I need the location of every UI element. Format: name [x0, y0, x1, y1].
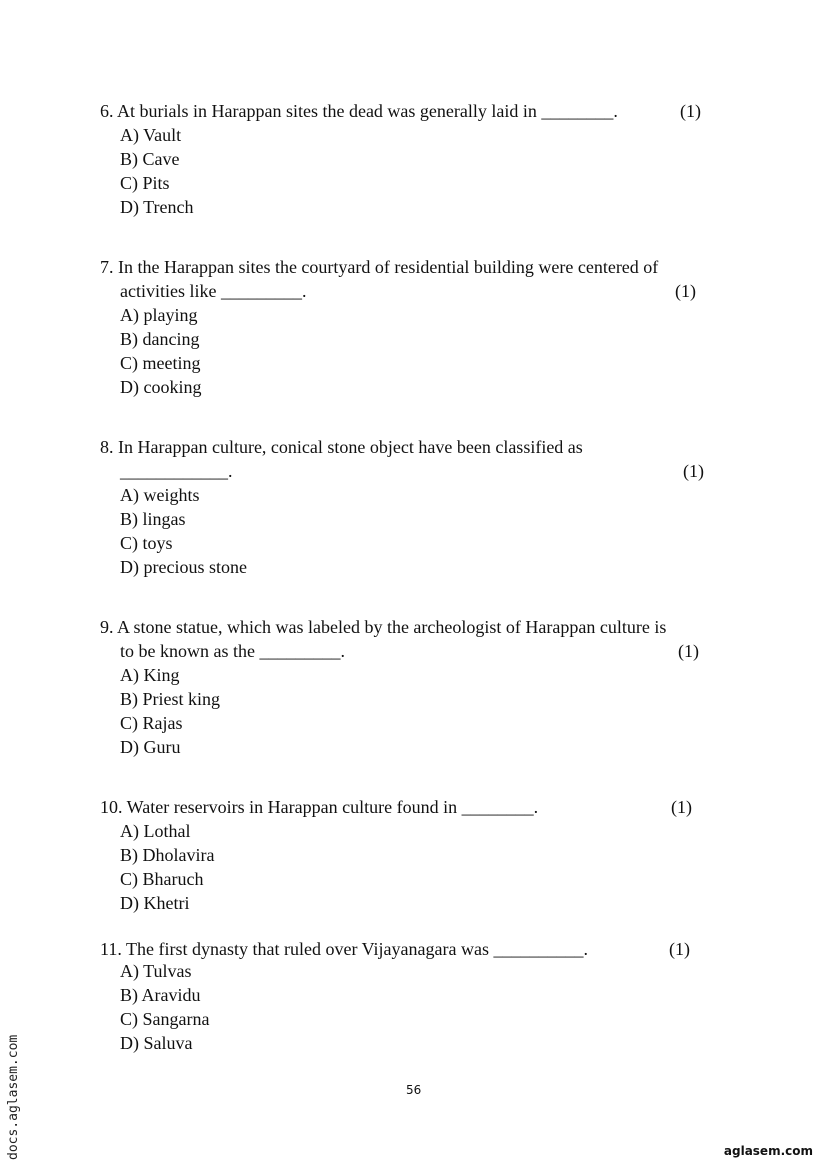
- option-a: A) playing: [120, 305, 198, 325]
- option-a: A) weights: [120, 485, 200, 505]
- question-text: 6. At burials in Harappan sites the dead was generally laid in ________.: [100, 101, 618, 121]
- option-c: C) meeting: [120, 353, 201, 373]
- option-c: C) Bharuch: [120, 869, 204, 889]
- question-text-continued: to be known as the _________.: [120, 641, 345, 661]
- side-watermark: docs.aglasem.com: [6, 1034, 21, 1160]
- option-b: B) Priest king: [120, 689, 221, 709]
- option-b: B) dancing: [120, 329, 200, 349]
- option-d: D) Khetri: [120, 893, 190, 913]
- marks-label: (1): [669, 939, 690, 959]
- question-text: 9. A stone statue, which was labeled by the archeologist of Harappan culture is: [100, 617, 667, 637]
- option-c: C) Rajas: [120, 713, 183, 733]
- marks-label: (1): [671, 797, 692, 817]
- page-number: 56: [406, 1083, 422, 1097]
- question-text: 11. The first dynasty that ruled over Vijayanagara was __________.: [100, 939, 588, 959]
- option-d: D) precious stone: [120, 557, 247, 577]
- option-a: A) Lothal: [120, 821, 191, 841]
- option-c: C) Pits: [120, 173, 170, 193]
- marks-label: (1): [675, 281, 696, 301]
- brand-watermark: aglasem.com: [723, 1144, 813, 1158]
- option-a: A) King: [120, 665, 180, 685]
- question-text-continued: activities like _________.: [120, 281, 307, 301]
- option-b: B) Cave: [120, 149, 180, 169]
- option-d: D) Guru: [120, 737, 181, 757]
- option-c: C) Sangarna: [120, 1009, 210, 1029]
- marks-label: (1): [680, 101, 701, 121]
- option-a: A) Tulvas: [120, 961, 192, 981]
- question-text: 8. In Harappan culture, conical stone object have been classified as: [100, 437, 583, 457]
- option-d: D) Saluva: [120, 1033, 193, 1053]
- option-d: D) cooking: [120, 377, 202, 397]
- marks-label: (1): [678, 641, 699, 661]
- option-c: C) toys: [120, 533, 173, 553]
- question-text-continued: ____________.: [120, 461, 233, 481]
- option-b: B) Aravidu: [120, 985, 201, 1005]
- option-a: A) Vault: [120, 125, 182, 145]
- marks-label: (1): [683, 461, 704, 481]
- option-b: B) lingas: [120, 509, 186, 529]
- question-text: 7. In the Harappan sites the courtyard of residential building were centered of: [100, 257, 659, 277]
- option-d: D) Trench: [120, 197, 194, 217]
- question-text: 10. Water reservoirs in Harappan culture found in ________.: [100, 797, 539, 817]
- option-b: B) Dholavira: [120, 845, 215, 865]
